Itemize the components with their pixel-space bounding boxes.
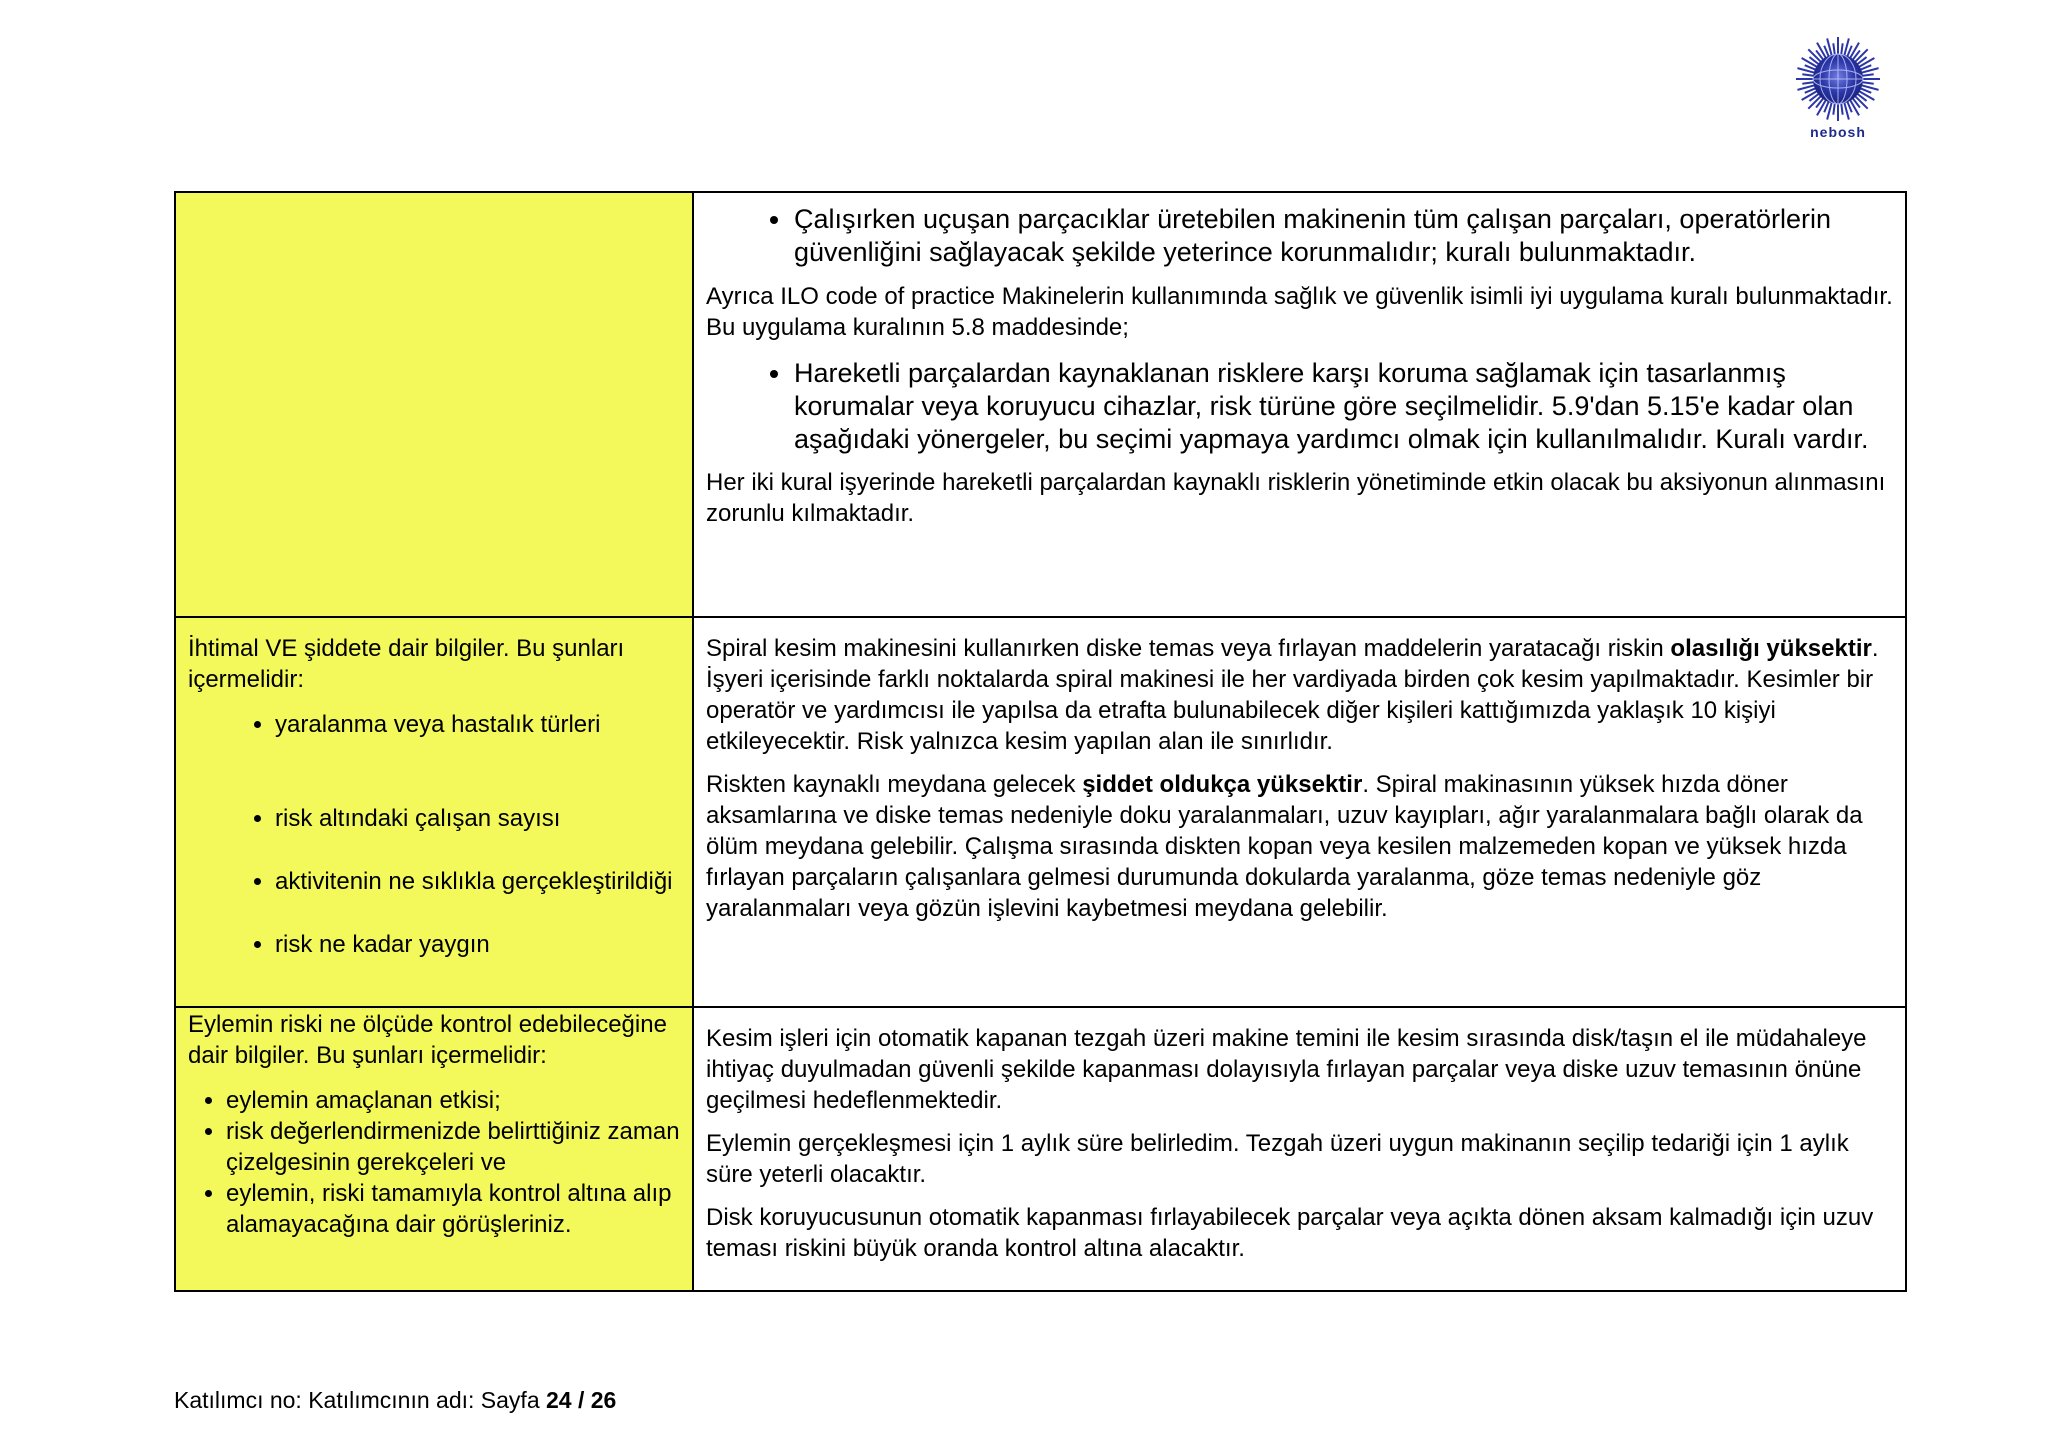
row3-intro: Eylemin riski ne ölçüde kontrol edebileceğine dair bilgiler. Bu şunları içermelidir: [188, 1011, 667, 1069]
paragraph: Disk koruyucusunun otomatik kapanması fırlayabilecek parçalar veya açıkta dönen aksam kalmadığı için uzuv teması riskini büyük oranda kontrol altına alacaktır. [706, 1204, 1874, 1262]
nebosh-logo [1795, 36, 1881, 140]
bullet-list [706, 357, 1893, 456]
list-item: • Çalışırken uçuşan parçacıklar üretebilen makinenin tüm çalışan parçaları, operatörlerin güvenliğini sağlayacak şekilde yeterince korunmalıdır; kuralı bulunmaktadır. [793, 203, 1893, 269]
table-row [175, 617, 1906, 1007]
row3-content-cell [693, 1007, 1906, 1291]
assessment-table [174, 191, 1907, 1292]
page-total: 26 [590, 1387, 617, 1413]
page-number: 24 [546, 1387, 572, 1413]
table-row [175, 1007, 1906, 1291]
paragraph: Eylemin gerçekleşmesi için 1 aylık süre belirledim. Tezgah üzeri uygun makinanın seçilip tedariği için 1 aylık süre yeterli olacaktır. [706, 1130, 1849, 1188]
list-item: • risk altındaki çalışan sayısı [275, 803, 680, 834]
paragraph: Her iki kural işyerinde hareketli parçalardan kaynaklı risklerin yönetiminde etkin olacak bu aksiyonun alınmasını zorunlu kılmaktadır. [706, 469, 1886, 527]
table-row [175, 192, 1906, 617]
emphasis: şiddet oldukça yüksektir [1082, 771, 1363, 798]
logo-wordmark: nebosh [1810, 124, 1866, 140]
row2-label-cell [175, 617, 693, 1007]
paragraph: Kesim işleri için otomatik kapanan tezgah üzeri makine temini ile kesim sırasında disk/taşın el ile müdahaleye ihtiyaç duyulmadan güvenli şekilde kapanması dolayısıyla fırlayan parçalar veya diske uzuv temasının önüne geçilmesi hedeflenmektedir. [706, 1025, 1867, 1114]
bullet-list [706, 203, 1893, 269]
paragraph: Ayrıca ILO code of practice Makinelerin kullanımında sağlık ve güvenlik isimli iyi uygulama kuralı bulunmaktadır. Bu uygulama kuralının 5.8 maddesinde; [706, 283, 1893, 341]
emphasis: olasılığı yüksektir [1670, 635, 1872, 662]
likelihood-paragraph: Spiral kesim makinesini kullanırken diske temas veya fırlayan maddelerin yaratacağı riskin olasılığı yüksektir. İşyeri içerisinde farklı noktalarda spiral makinesi ile her vardiyada birden çok kesim yapılmaktadır. Kesimler bir operatör ve yardımcısı ile yapılsa da etrafta bulunabilecek diğer kişileri kattığımızda yaklaşık 10 kişiyi etkileyecektir. Risk yalnızca kesim yapılan alan ile sınırlıdır. [706, 635, 1879, 755]
page-separator: / [571, 1387, 591, 1413]
list-item: • risk ne kadar yaygın [275, 929, 680, 960]
list-item: • Hareketli parçalardan kaynaklanan risklere karşı koruma sağlamak için tasarlanmış korumalar veya koruyucu cihazlar, risk türüne göre seçilmelidir. 5.9'dan 5.15'e kadar olan aşağıdaki yönergeler, bu seçimi yapmaya yardımcı olmak için kullanılmalıdır. Kuralı vardır. [793, 357, 1893, 456]
severity-paragraph: Riskten kaynaklı meydana gelecek şiddet oldukça yüksektir. Spiral makinasının yüksek hızda döner aksamlarına ve diske temas nedeniyle doku yaralanmaları, uzuv kayıpları, ağır yaralanmalara bağlı olarak da ölüm meydana gelebilir. Çalışma sırasında diskten kopan veya kesilen malzemeden kopan ve yüksek hızda fırlayan parçaların çalışanlara gelmesi durumunda dokularda yaralanma, göze temas nedeniyle göz yaralanmaları veya gözün işlevini kaybetmesi meydana gelebilir. [706, 771, 1863, 922]
row1-content-cell [693, 192, 1906, 617]
row3-label-cell [175, 1007, 693, 1291]
list-item: • eylemin amaçlanan etkisi; [226, 1085, 680, 1116]
globe-icon [1795, 36, 1881, 122]
list-item: • yaralanma veya hastalık türleri [275, 709, 680, 740]
row2-content-cell [693, 617, 1906, 1007]
footer-label: Katılımcı no: Katılımcının adı: Sayfa [174, 1387, 546, 1413]
list-item: • eylemin, riski tamamıyla kontrol altına alıp alamayacağına dair görüşleriniz. [226, 1178, 680, 1240]
list-item: • aktivitenin ne sıklıkla gerçekleştirildiği [275, 866, 680, 897]
bullet-list [188, 1085, 680, 1240]
bullet-list [188, 709, 680, 960]
row2-intro: İhtimal VE şiddete dair bilgiler. Bu şunları içermelidir: [188, 635, 625, 693]
page-footer [174, 1386, 616, 1414]
row1-label-cell [175, 192, 693, 617]
list-item: • risk değerlendirmenizde belirttiğiniz zaman çizelgesinin gerekçeleri ve [226, 1116, 680, 1178]
